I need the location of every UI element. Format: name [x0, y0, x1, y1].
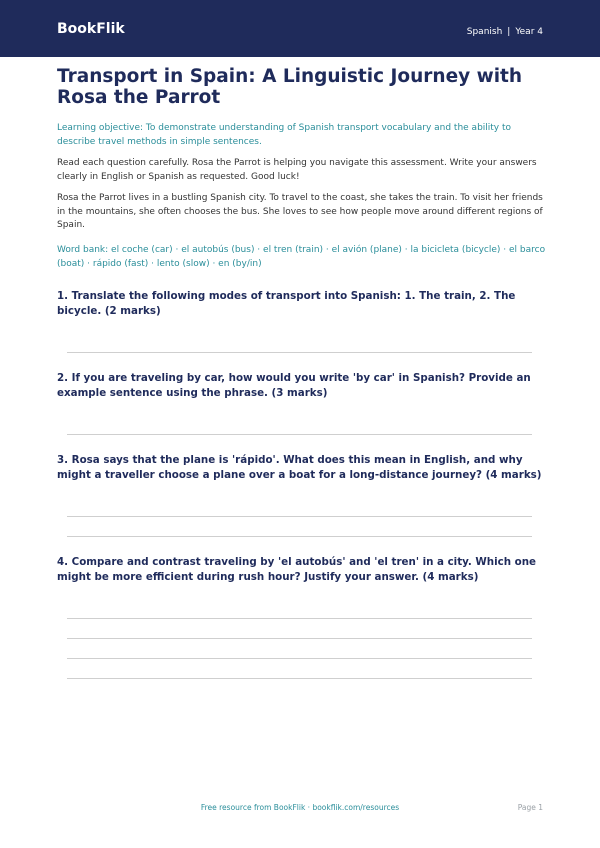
question-1: 1. Translate the following modes of transport into Spanish: 1. The train, 2. The bicycle. (2 marks) [57, 290, 516, 317]
footer-credit[interactable]: Free resource from BookFlik · bookflik.com/resources [200, 803, 400, 812]
learning-objective: Learning objective: To demonstrate understanding of Spanish transport vocabulary and the ability to describe travel methods in simple sentences. [57, 123, 512, 147]
answer-line[interactable] [67, 618, 532, 619]
answer-line[interactable] [67, 658, 532, 659]
year-label: Year 4 [515, 27, 543, 37]
question-3: 3. Rosa says that the plane is 'rápido'. What does this mean in English, and why might a traveller choose a plane over a boat for a long-distance journey? (4 marks) [57, 454, 542, 481]
page-number: Page 1 [517, 803, 543, 812]
story-paragraph: Rosa the Parrot lives in a bustling Spanish city. To travel to the coast, she takes the train. To visit her friends in the mountains, she often chooses the bus. She loves to see how people move around different regions of Spain. [57, 193, 543, 230]
header-separator: | [507, 27, 511, 37]
answer-line[interactable] [67, 434, 532, 435]
answer-line[interactable] [67, 678, 532, 679]
page-title: Transport in Spain: A Linguistic Journey with Rosa the Parrot [57, 66, 523, 108]
answer-line[interactable] [67, 516, 532, 517]
brand-logo[interactable]: BookFlik [57, 21, 125, 37]
instructions-paragraph: Read each question carefully. Rosa the Parrot is helping you navigate this assessment. Write your answers clearly in English or Spanish as requested. Good luck! [57, 158, 537, 182]
subject-year-label [467, 28, 543, 37]
answer-line[interactable] [67, 638, 532, 639]
word-bank: Word bank: el coche (car) · el autobús (bus) · el tren (train) · el avión (plane) · la bicicleta (bicycle) · el barco (boat) · rápido (fast) · lento (slow) · en (by/in) [57, 245, 546, 269]
answer-line[interactable] [67, 536, 532, 537]
question-2: 2. If you are traveling by car, how would you write 'by car' in Spanish? Provide an example sentence using the phrase. (3 marks) [57, 372, 531, 399]
answer-line[interactable] [67, 352, 532, 353]
question-4: 4. Compare and contrast traveling by 'el autobús' and 'el tren' in a city. Which one might be more efficient during rush hour? Justify your answer. (4 marks) [57, 556, 537, 583]
header-bar [0, 0, 600, 57]
subject-label: Spanish [466, 27, 503, 37]
